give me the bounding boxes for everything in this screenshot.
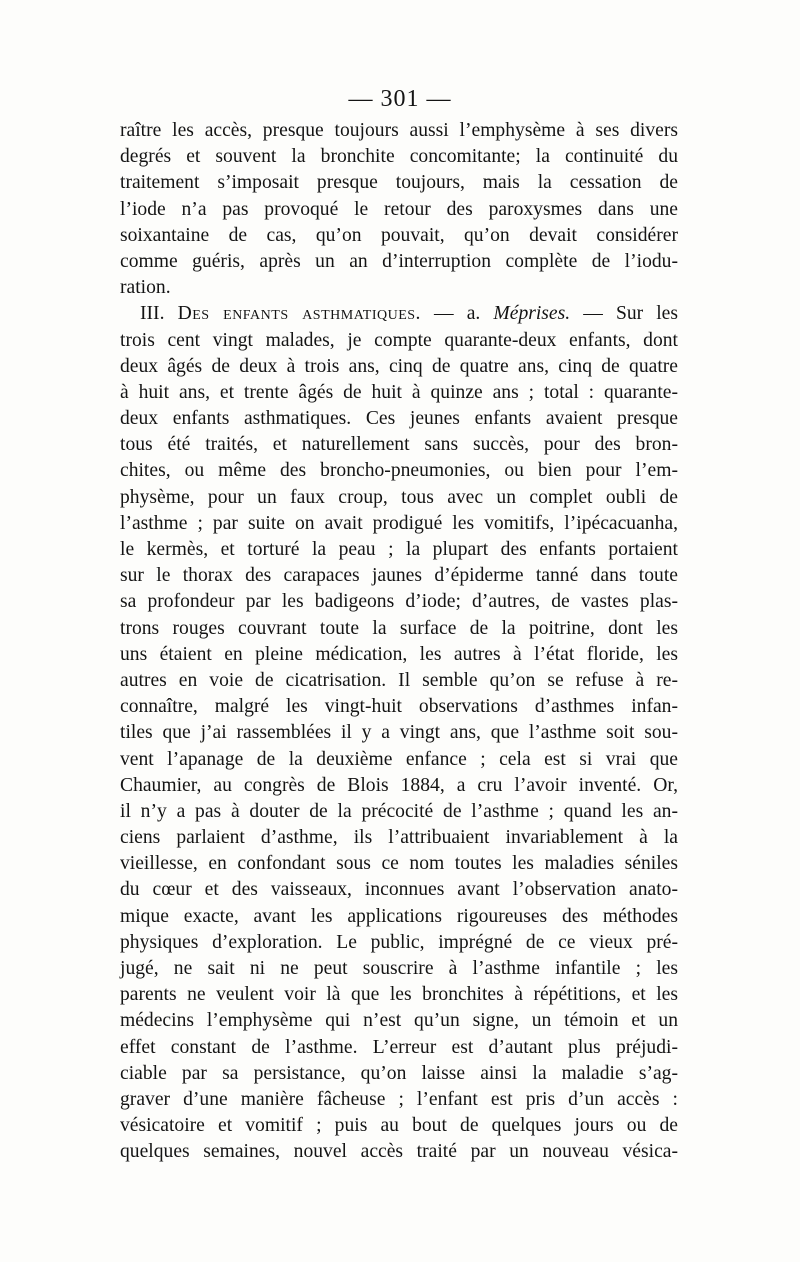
page-number: — 301 — (348, 86, 452, 112)
text-line: mique exacte, avant les applications rigoureuses des méthodes (120, 905, 678, 927)
dash: — (434, 303, 454, 325)
text-line: vent l’apanage de la deuxième enfance ; cela est si vrai que (120, 748, 678, 770)
text-line: physème, pour un faux croup, tous avec un complet oubli de (120, 486, 678, 508)
text-line: traitement s’imposait presque toujours, mais la cessation de (120, 172, 678, 194)
text-line: vésicatoire et vomitif ; puis au bout de quelques jours ou de (120, 1115, 678, 1137)
text-line: uns étaient en pleine médication, les autres à l’état floride, les (120, 643, 678, 665)
text-line: quelques semaines, nouvel accès traité par un nouveau vésica- (120, 1141, 678, 1163)
text-line: ciens parlaient d’asthme, ils l’attribuaient invariablement à la (120, 827, 678, 849)
text-line: deux enfants asthmatiques. Ces jeunes enfants avaient presque (120, 408, 678, 430)
text-line: à huit ans, et trente âgés de huit à quinze ans ; total : quarante- (120, 381, 678, 403)
text-line: vieillesse, en confondant sous ce nom toutes les maladies séniles (120, 853, 678, 875)
text-line: parents ne veulent voir là que les bronchites à répétitions, et les (120, 984, 678, 1006)
text-line: chites, ou même des broncho-pneumonies, ou bien pour l’em- (120, 460, 678, 482)
text-line: physiques d’exploration. Le public, imprégné de ce vieux pré- (120, 931, 678, 953)
text-line: sur le thorax des carapaces jaunes d’épiderme tanné dans toute (120, 565, 678, 587)
text-line: trons rouges couvrant toute la surface de la poitrine, dont les (120, 617, 678, 639)
text-line: médecins l’emphysème qui n’est qu’un signe, un témoin et un (120, 1010, 678, 1032)
text-line: jugé, ne sait ni ne peut souscrire à l’asthme infantile ; les (120, 958, 678, 979)
text-line: comme guéris, après un an d’interruption complète de l’iodu- (120, 250, 678, 272)
text-line: graver d’une manière fâcheuse ; l’enfant est pris d’un accès : (120, 1088, 678, 1110)
text-line: trois cent vingt malades, je compte quarante-deux enfants, dont (120, 329, 678, 351)
dash: — (583, 303, 603, 325)
text-line: du cœur et des vaisseaux, inconnues avant l’observation anato- (120, 879, 678, 901)
text-line: il n’y a pas à douter de la précocité de l’asthme ; quand les an- (120, 800, 678, 822)
text-line: le kermès, et torturé la peau ; la plupart des enfants portaient (120, 539, 678, 560)
text-line: effet constant de l’asthme. L’erreur est d’autant plus préjudi- (120, 1036, 678, 1058)
text-line: ration. (120, 277, 171, 299)
section-title: Des enfants asthmatiques. (177, 303, 421, 325)
text-line: tiles que j’ai rassemblées il y a vingt ans, que l’asthme soit sou- (120, 722, 678, 744)
text-line: tous été traités, et naturellement sans succès, pour des bron- (120, 434, 678, 456)
text-line: sa profondeur par les badigeons d’iode; d’autres, de vastes plas- (120, 591, 678, 613)
text-line: Sur les (615, 303, 679, 325)
body-text (120, 118, 678, 1166)
text-line: autres en voie de cicatrisation. Il semble qu’on se refuse à re- (120, 669, 678, 691)
text-line: soixantaine de cas, qu’on pouvait, qu’on devait considérer (120, 224, 678, 246)
text-line: degrés et souvent la bronchite concomitante; la continuité du (120, 146, 678, 168)
text-line: l’asthme ; par suite on avait prodigué les vomitifs, l’ipécacuanha, (120, 512, 678, 534)
subsection-number: a. (466, 303, 481, 325)
section-number: III. (140, 303, 165, 325)
subsection-title: Méprises. (493, 303, 571, 325)
section-heading-line (120, 301, 678, 327)
text-line: deux âgés de deux à trois ans, cinq de quatre ans, cinq de quatre (120, 355, 678, 377)
text-line: Chaumier, au congrès de Blois 1884, a cru l’avoir inventé. Or, (120, 774, 678, 796)
text-line: raître les accès, presque toujours aussi l’emphysème à ses divers (120, 120, 678, 141)
text-line: ciable par sa persistance, qu’on laisse ainsi la maladie s’ag- (120, 1062, 678, 1084)
text-line: l’iode n’a pas provoqué le retour des paroxysmes dans une (120, 198, 678, 220)
text-line: connaître, malgré les vingt-huit observations d’asthmes infan- (120, 696, 678, 718)
